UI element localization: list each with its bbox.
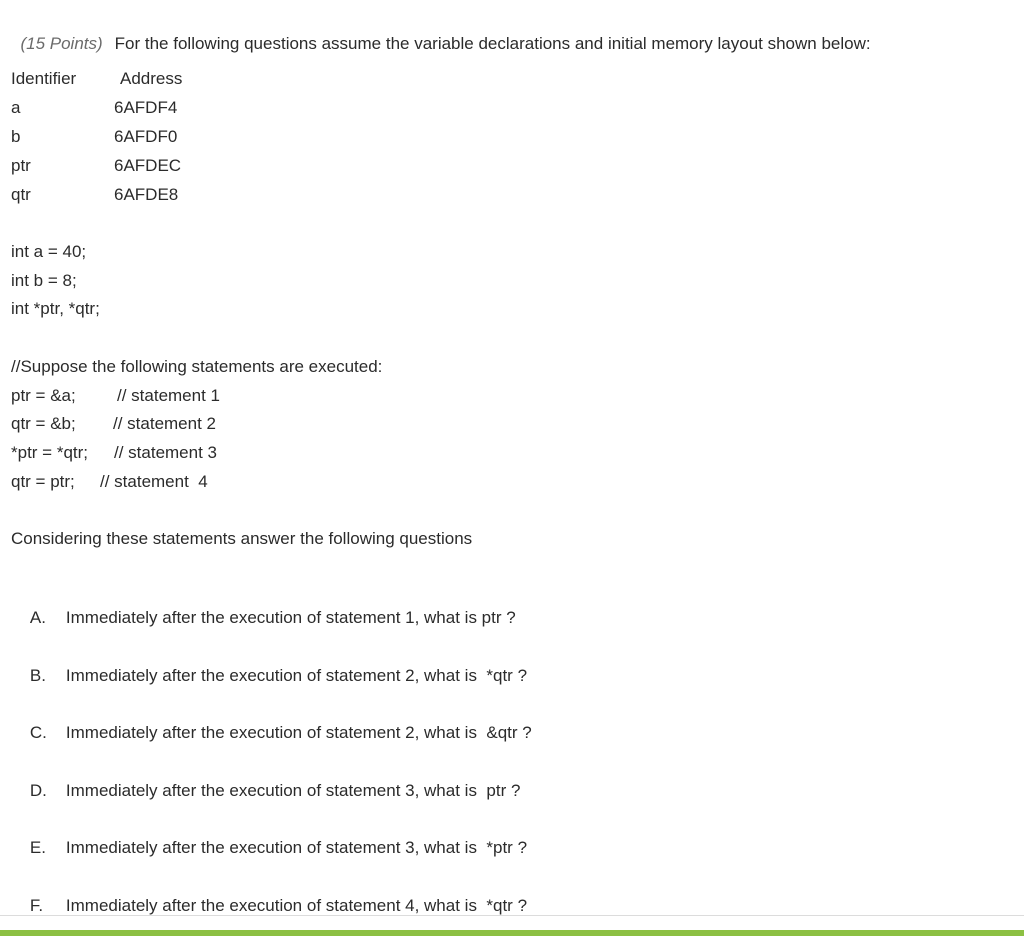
statements-intro: //Suppose the following statements are executed: [11,357,383,376]
question-header [11,11,871,55]
question-text: Immediately after the execution of statement 2, what is &qtr ? [65,723,532,742]
question-item [11,815,527,881]
question-item [11,585,516,651]
statement-comment: // statement 1 [117,386,220,405]
table-row-address: 6AFDF4 [114,98,178,117]
declaration-line: int a = 40; [11,242,87,261]
table-row-identifier: b [11,127,21,146]
declaration-line: int *ptr, *qtr; [11,299,100,318]
bottom-divider [0,915,1024,916]
statement-comment: // statement 3 [114,443,217,462]
question-text: Immediately after the execution of statement 3, what is *ptr ? [65,838,528,857]
question-letter: E. [29,838,46,857]
question-text: Immediately after the execution of statement 1, what is ptr ? [65,608,516,627]
considering-text: Considering these statements answer the following questions [11,529,473,548]
question-letter: C. [29,723,47,742]
question-text: Immediately after the execution of statement 3, what is ptr ? [65,781,521,800]
question-letter: B. [29,666,46,685]
question-text: Immediately after the execution of statement 2, what is *qtr ? [65,666,528,685]
table-row-identifier: ptr [11,156,31,175]
table-row-address: 6AFDE8 [114,185,179,204]
table-row-address: 6AFDEC [114,156,182,175]
table-row-identifier: a [11,98,21,117]
question-item [11,700,532,766]
table-header-address: Address [120,69,183,88]
declaration-line: int b = 8; [11,271,77,290]
question-letter: F. [29,896,44,915]
table-row-identifier: qtr [11,185,31,204]
bottom-accent-bar [0,930,1024,936]
statement-code: qtr = &b; [11,414,76,433]
statement-code: qtr = ptr; [11,472,75,491]
points-label: (15 Points) [20,34,103,53]
statement-comment: // statement 4 [100,472,208,491]
table-row-address: 6AFDF0 [114,127,178,146]
question-letter: A. [29,608,46,627]
question-prompt: For the following questions assume the variable declarations and initial memory layout shown below: [114,34,871,53]
statement-code: *ptr = *qtr; [11,443,89,462]
statement-comment: // statement 2 [113,414,216,433]
question-text: Immediately after the execution of statement 4, what is *qtr ? [65,896,528,915]
question-letter: D. [29,781,47,800]
table-header-identifier: Identifier [11,69,77,88]
statement-code: ptr = &a; [11,386,76,405]
